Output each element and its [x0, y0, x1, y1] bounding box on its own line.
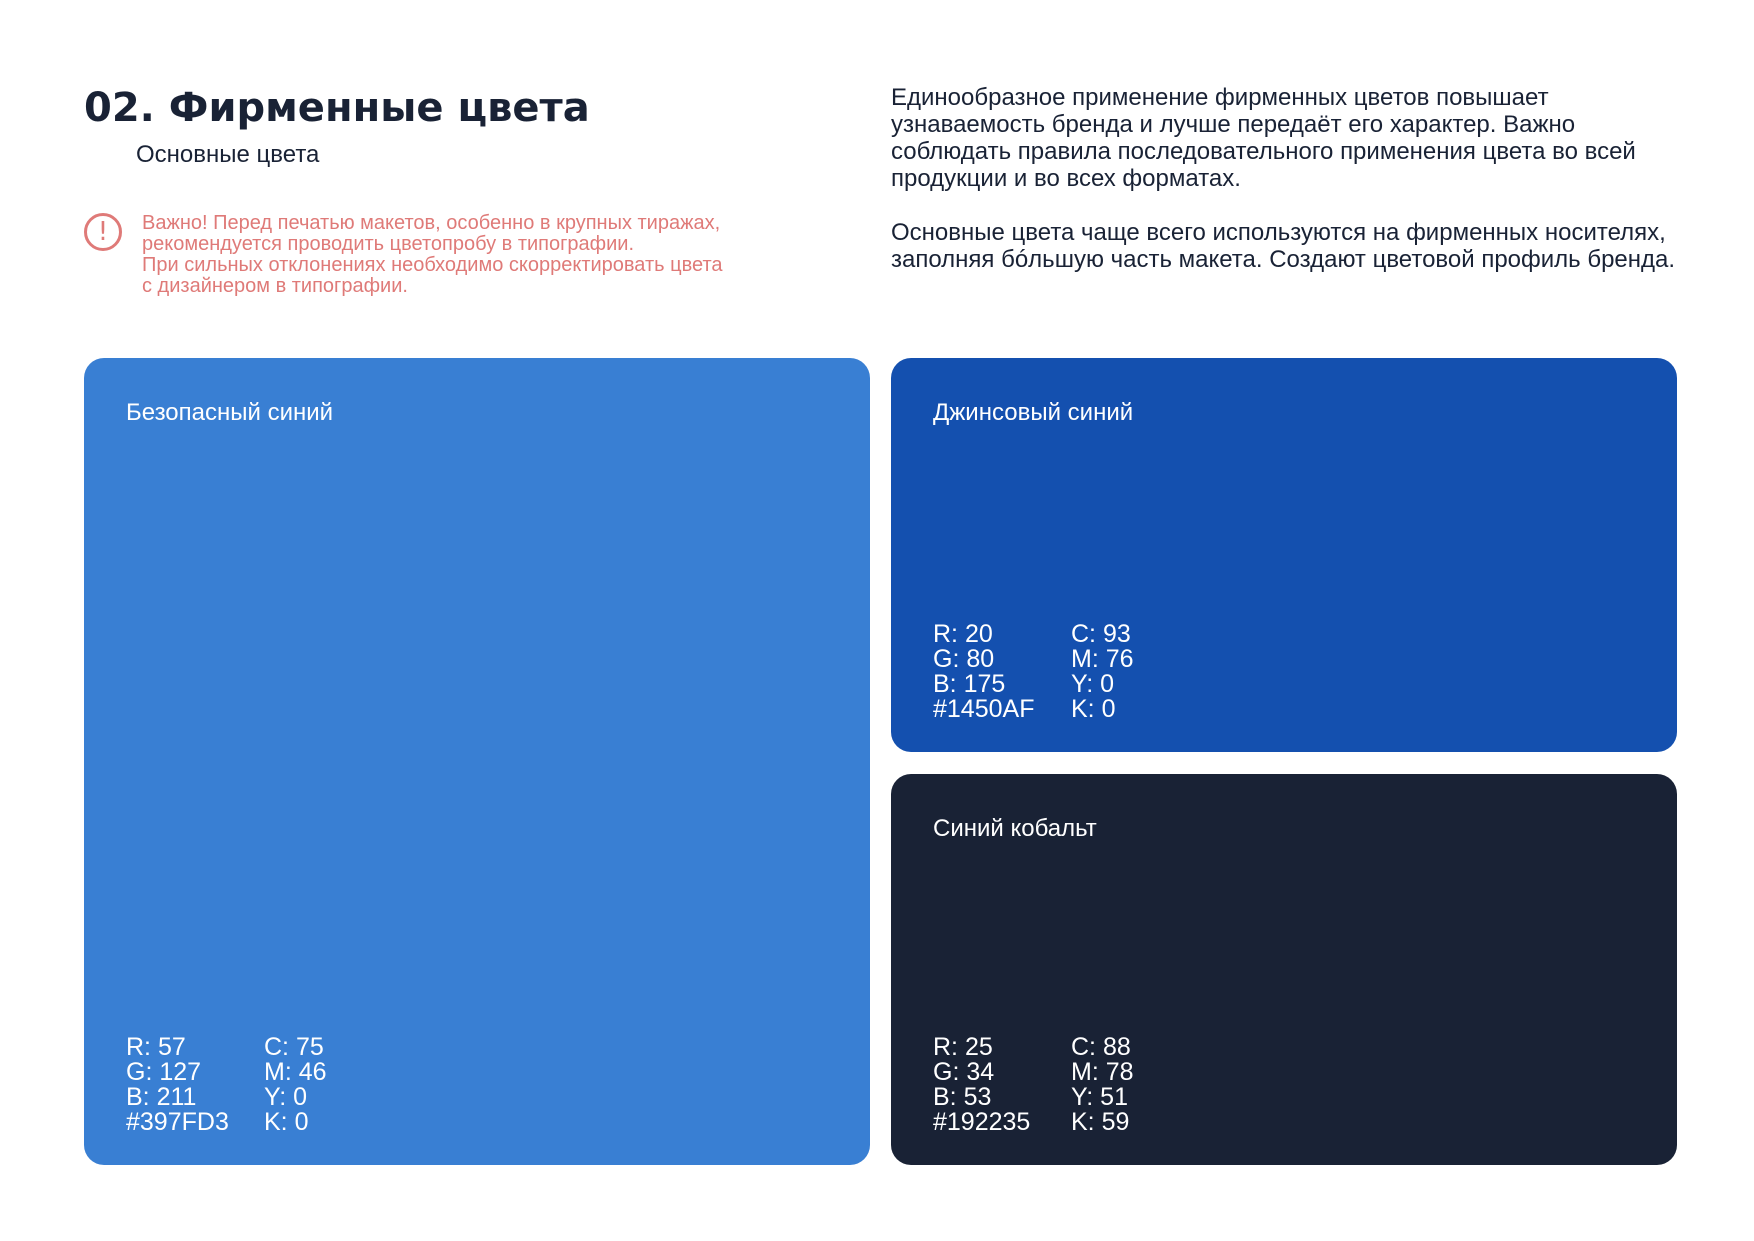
rgb-r-value: R: 57 — [126, 1033, 186, 1061]
color-values — [933, 1035, 1134, 1135]
color-swatch-cobalt-blue — [891, 774, 1677, 1165]
cmyk-m-value: M: 76 — [1071, 645, 1134, 673]
swatch-name: Безопасный синий — [126, 399, 334, 426]
cmyk-k-value: K: 59 — [1071, 1108, 1130, 1136]
page-subtitle: Основные цвета — [136, 141, 320, 168]
cmyk-c-value: C: 75 — [264, 1033, 324, 1061]
intro-text — [891, 84, 1681, 273]
rgb-b-value: B: 175 — [933, 670, 1006, 698]
warning-line: с дизайнером в типографии. — [142, 275, 408, 297]
cmyk-values — [1071, 1035, 1134, 1135]
warning-line: рекомендуется проводить цветопробу в типографии. — [142, 233, 635, 255]
rgb-g-value: G: 34 — [933, 1058, 995, 1086]
rgb-r-value: R: 20 — [933, 620, 993, 648]
cmyk-k-value: K: 0 — [264, 1108, 309, 1136]
cmyk-y-value: Y: 51 — [1071, 1083, 1128, 1111]
cmyk-c-value: C: 93 — [1071, 620, 1131, 648]
intro-paragraph: Единообразное применение фирменных цветов повышает узнаваемость бренда и лучше передаёт его характер. Важно соблюдать правила последовательного применения цвета во всей продукции и во всех форматах. — [891, 84, 1636, 192]
color-values — [933, 622, 1134, 722]
rgb-b-value: B: 53 — [933, 1083, 992, 1111]
cmyk-m-value: M: 46 — [264, 1058, 327, 1086]
rgb-b-value: B: 211 — [126, 1083, 197, 1111]
cmyk-m-value: M: 78 — [1071, 1058, 1134, 1086]
cmyk-values — [264, 1035, 327, 1135]
cmyk-values — [1071, 622, 1134, 722]
color-values — [126, 1035, 327, 1135]
rgb-r-value: R: 25 — [933, 1033, 993, 1061]
rgb-g-value: G: 127 — [126, 1058, 202, 1086]
intro-paragraph: Основные цвета чаще всего используются на фирменных носителях, заполняя бóльшую часть макета. Создают цветовой профиль бренда. — [891, 219, 1676, 273]
color-swatch-denim-blue — [891, 358, 1677, 752]
rgb-hex-values — [933, 622, 1071, 722]
hex-value: #397FD3 — [126, 1108, 229, 1136]
page-title: 02. Фирменные цвета — [84, 85, 590, 131]
cmyk-y-value: Y: 0 — [264, 1083, 308, 1111]
exclamation-circle-icon: ! — [84, 213, 122, 251]
cmyk-y-value: Y: 0 — [1071, 670, 1115, 698]
rgb-hex-values — [126, 1035, 264, 1135]
warning-line: Важно! Перед печатью макетов, особенно в крупных тиражах, — [142, 212, 721, 234]
color-swatch-safe-blue — [84, 358, 870, 1165]
warning-line: При сильных отклонениях необходимо скорректировать цвета — [142, 254, 723, 276]
print-warning — [142, 213, 822, 297]
swatch-name: Джинсовый синий — [933, 399, 1134, 426]
swatch-name: Синий кобальт — [933, 815, 1097, 842]
rgb-g-value: G: 80 — [933, 645, 995, 673]
hex-value: #1450AF — [933, 695, 1035, 723]
cmyk-c-value: C: 88 — [1071, 1033, 1131, 1061]
cmyk-k-value: K: 0 — [1071, 695, 1116, 723]
hex-value: #192235 — [933, 1108, 1031, 1136]
rgb-hex-values — [933, 1035, 1071, 1135]
